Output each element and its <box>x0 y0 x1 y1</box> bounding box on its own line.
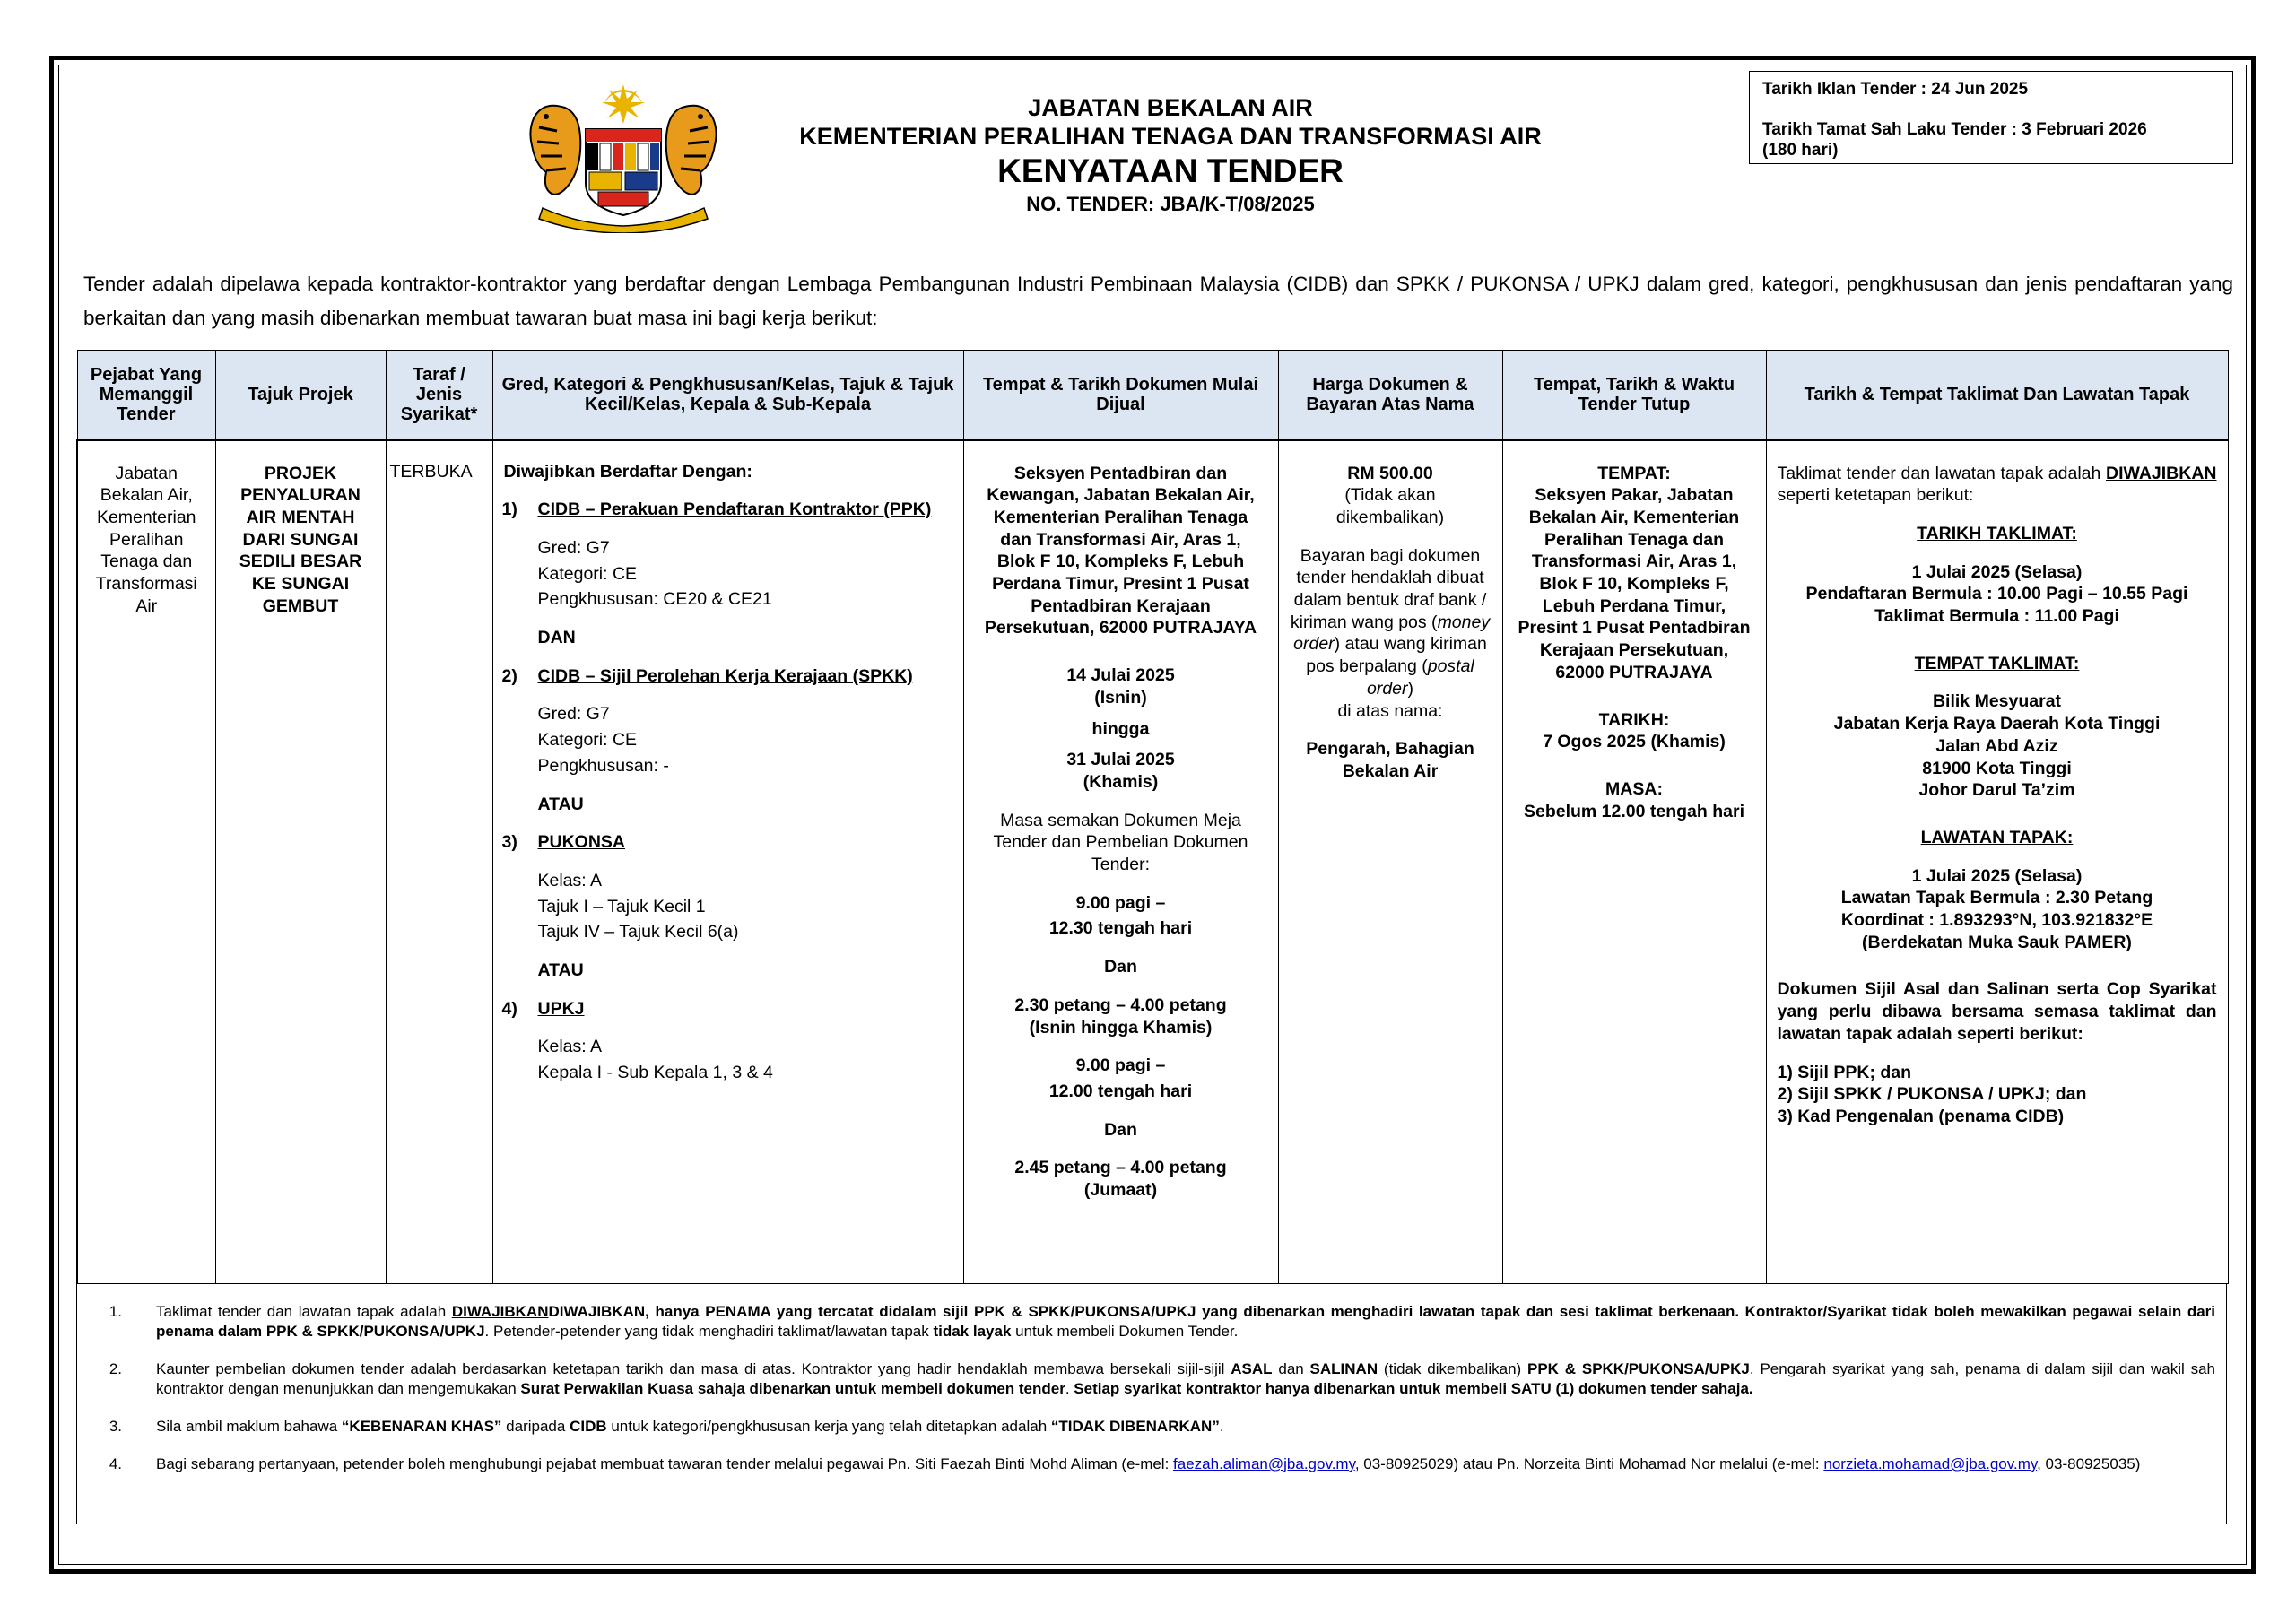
briefing-cell <box>1766 440 2228 1284</box>
office-cell <box>77 440 215 1284</box>
sale-hours-note: Masa semakan Dokumen Meja Tender dan Pembelian Dokumen Tender: <box>993 810 1248 875</box>
briefing-text: seperti ketetapan berikut: <box>1777 485 1974 506</box>
briefing-place-label: TEMPAT TAKLIMAT: <box>1914 653 2080 673</box>
note-item <box>77 1417 2215 1437</box>
expiry-date: Tarikh Tamat Sah Laku Tender : 3 Februari 2026 <box>1762 120 2147 139</box>
must-register-label: Diwajibkan Berdaftar Dengan: <box>503 461 752 482</box>
payment-method <box>1290 545 1492 700</box>
note-fragment: Surat Perwakilan Kuasa sahaja dibenarkan untuk membeli dokumen tender <box>520 1380 1065 1397</box>
note-fragment: Kaunter pembelian dokumen tender adalah berdasarkan ketetapan tarikh dan masa di atas. Kontraktor yang hadir hendaklah membawa bersekali sijil-sijil <box>156 1360 1231 1377</box>
briefing-place: Bilik Mesyuarat <box>1932 691 2062 712</box>
document-item: 1) Sijil PPK; dan <box>1777 1062 1912 1082</box>
note-fragment: tidak layak <box>933 1323 1012 1340</box>
note-number: 1. <box>109 1303 122 1320</box>
page-title: KENYATAAN TENDER <box>997 152 1344 189</box>
document-item: 2) Sijil SPKK / PUKONSA / UPKJ; dan <box>1777 1084 2087 1105</box>
sale-place: Seksyen Pentadbiran dan Kewangan, Jabatan Bekalan Air, Kementerian Peralihan Tenaga dan Transformasi Air, Aras 1, Blok F 10, Kompleks F, Lebuh Perdana Timur, Presint 1 Pusat Pentadbiran Kerajaan Persekutuan, 62000 PUTRAJAYA <box>984 463 1257 638</box>
refund-note: (Tidak akan dikembalikan) <box>1335 485 1445 527</box>
email-link-norzieta[interactable]: norzieta.mohamad@jba.gov.my <box>1823 1455 2038 1472</box>
sale-time: 12.30 tengah hari <box>1048 918 1193 939</box>
note-fragment: untuk kategori/pengkhususan kerja yang telah ditetapkan adalah <box>606 1418 1051 1435</box>
note-fragment: DIWAJIBKAN, hanya PENAMA yang tercatat didalam sijil PPK & SPKK/PUKONSA/UPKJ yang dibenarkan menghadiri lawatan tapak dan sesi taklimat berkenaan. Kontraktor/Syarikat tidak boleh mewakilkan pegawai selain dari penama dalam PPK & SPKK/PUKONSA/UPKJ <box>156 1303 2215 1340</box>
header-sale: Tempat & Tarikh Dokumen Mulai Dijual <box>963 351 1278 440</box>
registration-item <box>502 665 954 688</box>
grade-value: Gred: G7 <box>537 537 610 558</box>
site-visit-start: Lawatan Tapak Bermula : 2.30 Petang <box>1840 888 2153 908</box>
note-fragment: Bagi sebarang pertanyaan, petender boleh menghubungi pejabat membuat tawaran tender melalui pegawai Pn. Siti Faezah Binti Mohd Aliman (e-mel: <box>156 1455 1174 1472</box>
document-item: 3) Kad Pengenalan (penama CIDB) <box>1777 1106 2065 1126</box>
document-header <box>682 93 1659 217</box>
payment-text: postal order <box>1366 656 1474 699</box>
header-briefing: Tarikh & Tempat Taklimat Dan Lawatan Tapak <box>1766 351 2228 440</box>
sale-cell <box>963 440 1278 1284</box>
registration-title: PUKONSA <box>537 832 626 853</box>
closing-cell <box>1502 440 1766 1284</box>
closing-date-label: TARIKH: <box>1598 709 1670 730</box>
note-fragment: SALINAN <box>1309 1360 1378 1377</box>
registration-item <box>502 998 954 1020</box>
expiry-days: (180 hari) <box>1762 141 1839 160</box>
closing-date: 7 Ogos 2025 (Khamis) <box>1543 732 1726 752</box>
notes-section <box>76 1284 2227 1524</box>
tender-number: NO. TENDER: JBA/K-T/08/2025 <box>1026 193 1315 215</box>
payee-name: Pengarah, Bahagian Bekalan Air <box>1306 739 1474 781</box>
price-cell <box>1278 440 1502 1284</box>
site-landmark: (Berdekatan Muka Sauk PAMER) <box>1862 932 2132 952</box>
note-fragment: Taklimat tender dan lawatan tapak adalah <box>156 1303 452 1320</box>
and-connector: Dan <box>1104 957 1137 977</box>
sale-end-date: 31 Julai 2025 <box>1066 750 1175 770</box>
closing-time: Sebelum 12.00 tengah hari <box>1523 801 1744 821</box>
note-number: 2. <box>109 1360 122 1377</box>
note-number: 3. <box>109 1418 122 1435</box>
payment-text: money order <box>1293 612 1491 655</box>
note-fragment: daripada <box>501 1418 570 1435</box>
category-value: Kategori: CE <box>537 730 638 751</box>
header-closing: Tempat, Tarikh & Waktu Tender Tutup <box>1502 351 1766 440</box>
office-text: Jabatan Bekalan Air, Kementerian Peralihan Tenaga dan Transformasi Air <box>95 463 197 616</box>
note-fragment: . <box>1065 1380 1074 1397</box>
note-text <box>156 1417 2215 1437</box>
header-status: Taraf / Jenis Syarikat* <box>386 351 492 440</box>
site-visit-date: 1 Julai 2025 (Selasa) <box>1911 865 2083 886</box>
and-connector: Dan <box>1104 1119 1137 1140</box>
status-text: TERBUKA <box>389 461 473 482</box>
specialization-value: Pengkhususan: CE20 & CE21 <box>537 589 772 610</box>
intro-paragraph: Tender adalah dipelawa kepada kontraktor-kontraktor yang berdaftar dengan Lembaga Pembangunan Industri Pembinaan Malaysia (CIDB) dan SPKK / PUKONSA / UPKJ dalam gred, kategori, pengkhususan dan jenis pendaftaran yang berkaitan dan yang masih dibenarkan membuat tawaran buat masa ini bagi kerja berikut: <box>83 273 2233 329</box>
or-connector: ATAU <box>537 960 584 981</box>
header-grade: Gred, Kategori & Pengkhususan/Kelas, Tajuk & Tajuk Kecil/Kelas, Kepala & Sub-Kepala <box>492 351 963 440</box>
or-connector: ATAU <box>537 794 584 814</box>
ad-date: Tarikh Iklan Tender : 24 Jun 2025 <box>1762 80 2029 99</box>
sale-days: (Isnin hingga Khamis) <box>1029 1017 1213 1038</box>
note-fragment: PPK & SPKK/PUKONSA/UPKJ <box>1527 1360 1750 1377</box>
closing-place-label: TEMPAT: <box>1597 463 1671 483</box>
briefing-date: 1 Julai 2025 (Selasa) <box>1911 561 2083 582</box>
note-number: 4. <box>109 1455 122 1472</box>
category-value: Kategori: CE <box>537 563 638 584</box>
registration-item <box>502 831 954 854</box>
header-office: Pejabat Yang Memanggil Tender <box>77 351 215 440</box>
note-fragment: ASAL <box>1231 1360 1273 1377</box>
site-coordinates: Koordinat : 1.893293°N, 103.921832°E <box>1840 910 2153 931</box>
registration-title: CIDB – Sijil Perolehan Kerja Kerajaan (SPKK) <box>537 665 913 686</box>
registration-title: CIDB – Perakuan Pendaftaran Kontraktor (PPK) <box>537 499 932 520</box>
ministry-name: KEMENTERIAN PERALIHAN TENAGA DAN TRANSFORMASI AIR <box>799 123 1542 150</box>
briefing-place: Jabatan Kerja Raya Daerah Kota Tinggi <box>1833 714 2161 734</box>
documents-note: Dokumen Sijil Asal dan Salinan serta Cop Syarikat yang perlu dibawa bersama semasa taklimat dan lawatan tapak adalah seperti berikut: <box>1777 979 2217 1044</box>
closing-time-label: MASA: <box>1605 778 1663 799</box>
note-fragment: . Pengarah syarikat yang sah, penama di dalam sijil dan wakil sah kontraktor dengan menunjukkan dan mengemukakan <box>156 1360 2216 1397</box>
briefing-required: DIWAJIBKAN <box>2105 463 2217 483</box>
note-fragment: Sila ambil maklum bahawa <box>156 1418 342 1435</box>
briefing-registration: Pendaftaran Bermula : 10.00 Pagi – 10.55 Pagi <box>1805 584 2188 604</box>
note-fragment: CIDB <box>570 1418 607 1435</box>
note-fragment: Setiap syarikat kontraktor hanya dibenarkan untuk membeli SATU (1) dokumen tender sahaja. <box>1074 1380 1753 1397</box>
note-fragment: untuk membeli Dokumen Tender. <box>1011 1323 1239 1340</box>
item-number: 4) <box>501 998 517 1019</box>
head-value: Kepala I - Sub Kepala 1, 3 & 4 <box>537 1063 773 1083</box>
tender-table <box>76 350 2229 1284</box>
sale-until: hingga <box>1091 718 1150 739</box>
and-connector: DAN <box>537 628 576 648</box>
note-item <box>77 1302 2215 1342</box>
sale-time: 9.00 pagi – <box>1075 1055 1166 1076</box>
payment-text: ) atau wang kiriman pos berpalang ( <box>1306 634 1487 677</box>
header-project: Tajuk Projek <box>215 351 386 440</box>
sale-end-day: (Khamis) <box>1083 771 1159 792</box>
note-fragment: . Petender-petender yang tidak menghadiri taklimat/lawatan tapak <box>484 1323 934 1340</box>
note-fragment: , 03-80925035) <box>2037 1455 2141 1472</box>
note-fragment: . <box>1219 1418 1224 1435</box>
status-cell <box>386 440 492 1284</box>
note-fragment: , 03-80925029) atau Pn. Norzeita Binti Mohamad Nor melalui (e-mel: <box>1354 1455 1824 1472</box>
note-fragment: (tidak dikembalikan) <box>1378 1360 1527 1377</box>
title-value: Tajuk IV – Tajuk Kecil 6(a) <box>537 922 739 942</box>
document-price: RM 500.00 <box>1347 463 1433 483</box>
header-price: Harga Dokumen & Bayaran Atas Nama <box>1278 351 1502 440</box>
briefing-place: 81900 Kota Tinggi <box>1922 758 2072 778</box>
table-header-row <box>77 351 2228 440</box>
project-title: PROJEK PENYALURAN AIR MENTAH DARI SUNGAI SEDILI BESAR KE SUNGAI GEMBUT <box>239 463 362 616</box>
email-link-faezah[interactable]: faezah.aliman@jba.gov.my <box>1173 1455 1355 1472</box>
item-number: 2) <box>501 665 517 686</box>
note-fragment: dan <box>1272 1360 1310 1377</box>
class-value: Kelas: A <box>537 870 603 890</box>
note-item <box>77 1455 2215 1474</box>
registration-item <box>502 499 954 521</box>
briefing-date-label: TARIKH TAKLIMAT: <box>1917 523 2077 543</box>
table-row <box>77 440 2228 1284</box>
registration-title: UPKJ <box>537 998 585 1019</box>
note-item <box>77 1359 2215 1399</box>
note-fragment: “TIDAK DIBENARKAN” <box>1050 1418 1220 1435</box>
grade-cell <box>492 440 963 1284</box>
specialization-value: Pengkhususan: - <box>537 755 669 776</box>
note-text <box>156 1455 2215 1474</box>
sale-time: 2.30 petang – 4.00 petang <box>1014 994 1227 1015</box>
grade-value: Gred: G7 <box>537 704 610 725</box>
sale-time: 9.00 pagi – <box>1075 892 1166 913</box>
sale-start-date: 14 Julai 2025 <box>1066 665 1175 686</box>
payment-text: ) <box>1407 678 1414 699</box>
tender-date-box <box>1749 71 2233 164</box>
sale-time: 2.45 petang – 4.00 petang <box>1014 1158 1227 1178</box>
project-cell <box>215 440 386 1284</box>
note-required: DIWAJIBKAN <box>451 1303 549 1320</box>
briefing-place: Johor Darul Ta’zim <box>1918 780 2075 801</box>
payee-label: di atas nama: <box>1337 700 1443 721</box>
class-value: Kelas: A <box>537 1037 603 1057</box>
title-value: Tajuk I – Tajuk Kecil 1 <box>537 896 706 916</box>
sale-time: 12.00 tengah hari <box>1048 1081 1193 1101</box>
site-visit-label: LAWATAN TAPAK: <box>1920 827 2074 847</box>
item-number: 3) <box>501 832 517 853</box>
briefing-place: Jalan Abd Aziz <box>1935 735 2058 756</box>
briefing-start: Taklimat Bermula : 11.00 Pagi <box>1874 606 2119 627</box>
sale-days: (Jumaat) <box>1083 1180 1158 1201</box>
note-text <box>156 1359 2215 1399</box>
note-fragment: “KEBENARAN KHAS” <box>341 1418 502 1435</box>
briefing-intro <box>1778 463 2217 507</box>
sale-start-day: (Isnin) <box>1094 687 1147 708</box>
payment-text: Bayaran bagi dokumen tender hendaklah dibuat dalam bentuk draf bank / kiriman wang pos ( <box>1290 545 1487 632</box>
note-fragment <box>452 1303 549 1320</box>
briefing-text: Taklimat tender dan lawatan tapak adalah <box>1777 463 2106 483</box>
note-text <box>156 1302 2215 1342</box>
department-name: JABATAN BEKALAN AIR <box>1028 94 1313 121</box>
closing-place: Seksyen Pakar, Jabatan Bekalan Air, Kementerian Peralihan Tenaga dan Transformasi Air, Aras 1, Blok F 10, Kompleks F, Lebuh Perdana Timur, Presint 1 Pusat Pentadbiran Kerajaan Persekutuan, 62000 PUTRAJAYA <box>1518 485 1751 682</box>
item-number: 1) <box>501 499 517 520</box>
